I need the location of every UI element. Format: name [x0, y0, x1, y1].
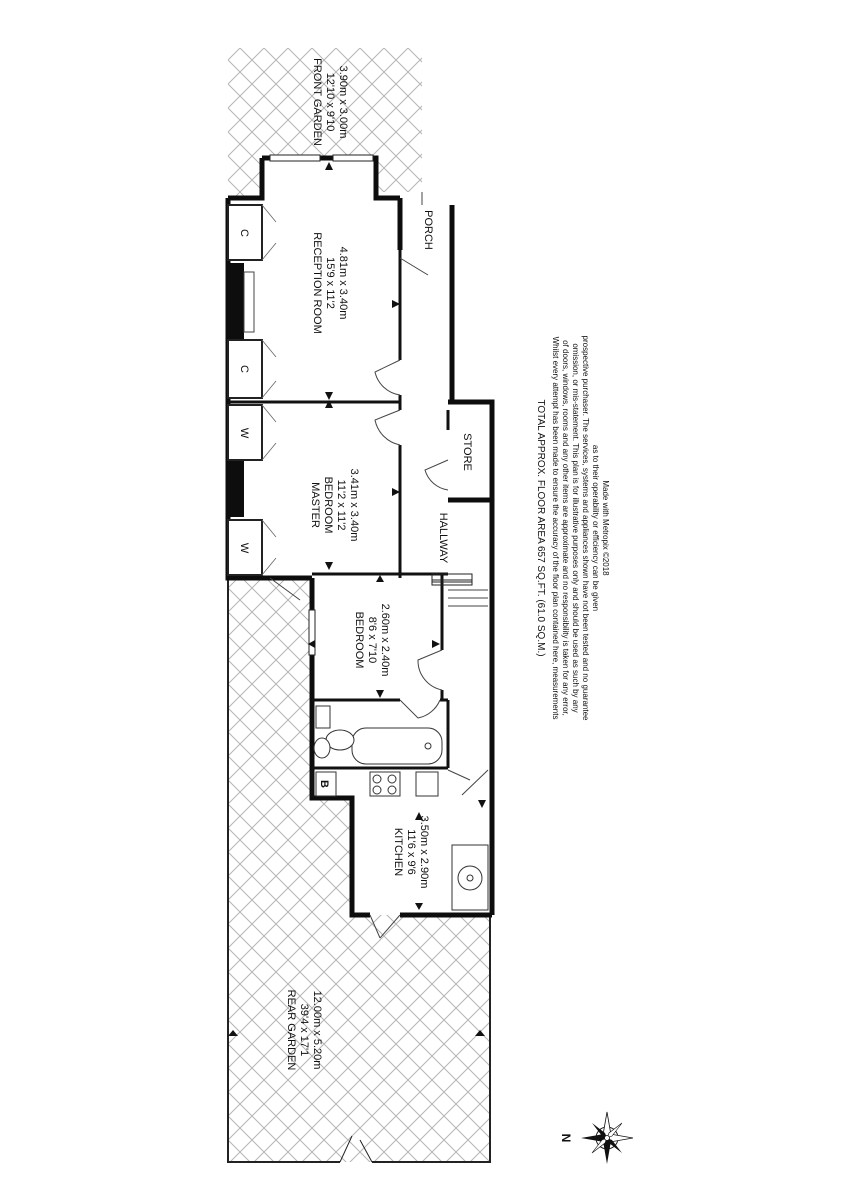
master-name-1: MASTER — [309, 482, 321, 528]
cupboard-label-1: C — [238, 229, 250, 237]
bedroom-metric: 2.60m x 2.40m — [379, 603, 391, 677]
hallway-steps — [448, 590, 488, 606]
total-area: TOTAL APPROX. FLOOR AREA 657 SQ.FT. (61.0 SQ.M.) — [535, 399, 546, 657]
kitchen-metric: 3.50m x 2.90m — [418, 815, 430, 889]
store-label: STORE — [461, 433, 473, 471]
disclaimer-line-3: omission, or mis-statement. This plan is for illustrative purposes only and should be used as such by any — [571, 343, 580, 713]
disclaimer-line-6: Made with Metropix ©2018 — [601, 480, 610, 576]
rear-garden-imperial: 39'4 x 17'1 — [298, 1003, 310, 1057]
front-garden-imperial: 12'10 x 9'10 — [324, 72, 336, 132]
reception-metric: 4.81m x 3.40m — [337, 246, 349, 320]
fridge — [416, 772, 438, 796]
master-metric: 3.41m x 3.40m — [348, 468, 360, 542]
disclaimer-line-1: Whilst every attempt has been made to ensure the accuracy of the floor plan contained here, measurements — [551, 336, 560, 720]
rear-garden-metric: 12.00m x 5.20m — [311, 990, 323, 1070]
kitchen-name: KITCHEN — [392, 827, 404, 877]
hallway-label: HALLWAY — [437, 512, 449, 564]
bedroom-name: BEDROOM — [353, 611, 365, 669]
basin — [314, 738, 330, 758]
bedroom-imperial: 8'6 x 7'10 — [366, 616, 378, 664]
wardrobe-label-1: W — [238, 427, 250, 439]
kitchen-imperial: 11'6 x 9'6 — [405, 829, 417, 875]
front-garden-metric: 3.90m x 3.00m — [337, 65, 349, 139]
boiler-label: B — [318, 780, 330, 788]
wardrobe-label-2: W — [238, 542, 250, 554]
chimney-fill-2 — [228, 460, 242, 515]
storage-units — [228, 205, 262, 575]
compass-icon — [581, 1112, 633, 1164]
master-imperial: 11'2 x 11'2 — [335, 479, 347, 531]
chimney-fill-1 — [228, 265, 242, 340]
reception-name: RECEPTION ROOM — [311, 232, 323, 334]
fireplace — [244, 272, 254, 332]
compass-north-label: N — [559, 1133, 573, 1143]
disclaimer-line-2: of doors, windows, rooms and any other items are approximate and no responsibility is taken for any error, — [561, 340, 570, 716]
cupboard-label-2: C — [238, 365, 250, 373]
porch-label: PORCH — [422, 210, 434, 250]
disclaimer-line-5: as to their operability or efficiency can be given — [591, 444, 600, 612]
rear-garden-name: REAR GARDEN — [285, 989, 297, 1071]
notes — [535, 336, 610, 722]
master-name-2: BEDROOM — [322, 476, 334, 534]
front-garden-name: FRONT GARDEN — [311, 58, 323, 146]
reception-imperial: 15'9 x 11'2 — [324, 257, 336, 309]
disclaimer-line-4: prospective purchaser. The services, systems and appliances shown have not been tested and no guarantee — [581, 335, 590, 721]
